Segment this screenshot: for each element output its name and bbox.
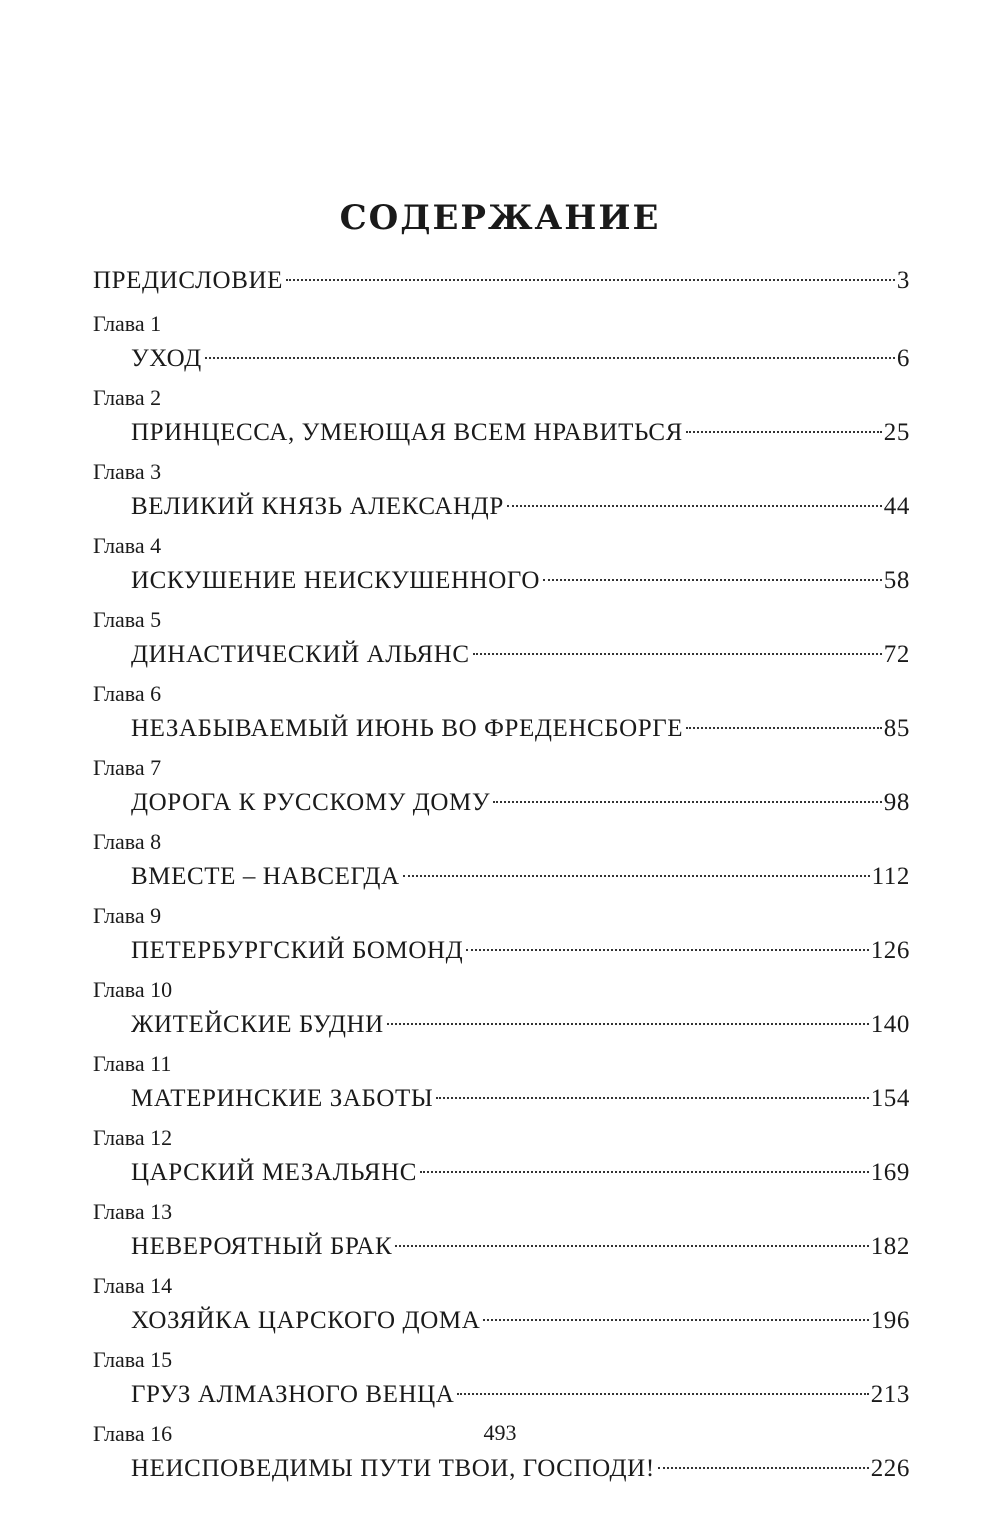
dot-leader bbox=[436, 1097, 868, 1099]
toc-entry[interactable] bbox=[93, 558, 910, 604]
toc-chapter bbox=[93, 1348, 910, 1418]
toc-entry[interactable] bbox=[93, 928, 910, 974]
dot-leader bbox=[395, 1245, 868, 1247]
toc-entry[interactable] bbox=[93, 632, 910, 678]
chapter-label: Глава 13 bbox=[93, 1199, 173, 1224]
toc-entry[interactable] bbox=[93, 1150, 910, 1196]
toc-chapter bbox=[93, 460, 910, 530]
toc-preface bbox=[93, 258, 910, 308]
dot-leader bbox=[466, 949, 868, 951]
entry-title: НЕИСПОВЕДИМЫ ПУТИ ТВОИ, ГОСПОДИ! bbox=[131, 1455, 655, 1482]
chapter-label: Глава 4 bbox=[93, 533, 162, 558]
page-title: СОДЕРЖАНИЕ bbox=[339, 198, 661, 238]
chapter-label: Глава 16 bbox=[93, 1421, 173, 1446]
chapter-label: Глава 1 bbox=[93, 311, 162, 336]
chapter-label: Глава 8 bbox=[93, 829, 162, 854]
dot-leader bbox=[387, 1023, 869, 1025]
chapter-label: Глава 5 bbox=[93, 607, 162, 632]
toc-entry[interactable] bbox=[93, 484, 910, 530]
entry-title: ДИНАСТИЧЕСКИЙ АЛЬЯНС bbox=[131, 641, 470, 668]
page-number: 493 bbox=[483, 1420, 517, 1445]
chapter-label: Глава 9 bbox=[93, 903, 162, 928]
toc-chapter bbox=[93, 756, 910, 826]
toc-entry[interactable] bbox=[93, 1002, 910, 1048]
toc-entry[interactable] bbox=[93, 706, 910, 752]
entry-title: УХОД bbox=[131, 345, 202, 372]
chapter-label: Глава 3 bbox=[93, 459, 162, 484]
dot-leader bbox=[483, 1319, 868, 1321]
entry-page-number: 85 bbox=[883, 715, 910, 742]
toc-chapter bbox=[93, 904, 910, 974]
dot-leader bbox=[686, 727, 882, 729]
toc-chapter bbox=[93, 830, 910, 900]
entry-title: ДОРОГА К РУССКОМУ ДОМУ bbox=[131, 789, 491, 816]
toc-chapter bbox=[93, 1200, 910, 1270]
entry-page-number: 169 bbox=[870, 1159, 910, 1186]
entry-page-number: 196 bbox=[870, 1307, 910, 1334]
chapter-label: Глава 11 bbox=[93, 1051, 172, 1076]
entry-page-number: 72 bbox=[883, 641, 910, 668]
toc-entry[interactable] bbox=[93, 1076, 910, 1122]
entry-title: ЖИТЕЙСКИЕ БУДНИ bbox=[131, 1011, 384, 1038]
chapter-label: Глава 2 bbox=[93, 385, 162, 410]
dot-leader bbox=[205, 357, 895, 359]
dot-leader bbox=[686, 431, 882, 433]
chapter-label: Глава 6 bbox=[93, 681, 162, 706]
entry-title: ПЕТЕРБУРГСКИЙ БОМОНД bbox=[131, 937, 464, 964]
dot-leader bbox=[286, 279, 895, 281]
toc-chapter bbox=[93, 1274, 910, 1344]
entry-page-number: 182 bbox=[870, 1233, 910, 1260]
entry-title: ПРИНЦЕССА, УМЕЮЩАЯ ВСЕМ НРАВИТЬСЯ bbox=[131, 419, 683, 446]
dot-leader bbox=[457, 1393, 868, 1395]
toc-entry[interactable] bbox=[93, 1372, 910, 1418]
toc-entry[interactable] bbox=[93, 336, 910, 382]
entry-page-number: 58 bbox=[883, 567, 910, 594]
entry-page-number: 112 bbox=[871, 863, 910, 890]
toc-chapter bbox=[93, 682, 910, 752]
entry-page-number: 98 bbox=[883, 789, 910, 816]
entry-title: ХОЗЯЙКА ЦАРСКОГО ДОМА bbox=[131, 1307, 481, 1334]
toc-entry[interactable] bbox=[93, 1298, 910, 1344]
chapter-label: Глава 15 bbox=[93, 1347, 173, 1372]
chapter-label: Глава 12 bbox=[93, 1125, 173, 1150]
entry-title: НЕЗАБЫВАЕМЫЙ ИЮНЬ ВО ФРЕДЕНСБОРГЕ bbox=[131, 715, 684, 742]
entry-page-number: 140 bbox=[870, 1011, 910, 1038]
toc-entry[interactable] bbox=[93, 1446, 910, 1492]
toc-chapter bbox=[93, 608, 910, 678]
entry-page-number: 213 bbox=[870, 1381, 910, 1408]
toc-chapter bbox=[93, 978, 910, 1048]
entry-page-number: 25 bbox=[883, 419, 910, 446]
entry-title: МАТЕРИНСКИЕ ЗАБОТЫ bbox=[131, 1085, 434, 1112]
chapter-label: Глава 14 bbox=[93, 1273, 173, 1298]
dot-leader bbox=[420, 1171, 869, 1173]
entry-title: НЕВЕРОЯТНЫЙ БРАК bbox=[131, 1233, 393, 1260]
dot-leader bbox=[507, 505, 882, 507]
entry-page-number: 44 bbox=[883, 493, 910, 520]
entry-title: ВМЕСТЕ – НАВСЕГДА bbox=[131, 863, 400, 890]
dot-leader bbox=[403, 875, 870, 877]
dot-leader bbox=[543, 579, 882, 581]
toc-entry[interactable] bbox=[93, 780, 910, 826]
toc-chapter bbox=[93, 312, 910, 382]
toc-chapter bbox=[93, 1052, 910, 1122]
chapter-label: Глава 10 bbox=[93, 977, 173, 1002]
toc-entry[interactable] bbox=[93, 1224, 910, 1270]
toc-entry[interactable] bbox=[93, 854, 910, 900]
toc-entry[interactable] bbox=[93, 410, 910, 456]
entry-title: ПРЕДИСЛОВИЕ bbox=[93, 267, 283, 294]
entry-title: ИСКУШЕНИЕ НЕИСКУШЕННОГО bbox=[131, 567, 540, 594]
entry-page-number: 126 bbox=[870, 937, 910, 964]
entry-title: ГРУЗ АЛМАЗНОГО ВЕНЦА bbox=[131, 1381, 455, 1408]
entry-title: ВЕЛИКИЙ КНЯЗЬ АЛЕКСАНДР bbox=[131, 493, 504, 520]
toc-entry[interactable] bbox=[93, 258, 910, 304]
chapter-label: Глава 7 bbox=[93, 755, 162, 780]
table-of-contents bbox=[93, 258, 910, 1492]
toc-chapter bbox=[93, 386, 910, 456]
dot-leader bbox=[658, 1467, 869, 1469]
dot-leader bbox=[493, 801, 882, 803]
entry-page-number: 3 bbox=[896, 267, 910, 294]
entry-title: ЦАРСКИЙ МЕЗАЛЬЯНС bbox=[131, 1159, 417, 1186]
toc-chapter bbox=[93, 534, 910, 604]
dot-leader bbox=[473, 653, 882, 655]
entry-page-number: 154 bbox=[870, 1085, 910, 1112]
entry-page-number: 6 bbox=[896, 345, 910, 372]
toc-chapter bbox=[93, 1126, 910, 1196]
entry-page-number: 226 bbox=[870, 1455, 910, 1482]
